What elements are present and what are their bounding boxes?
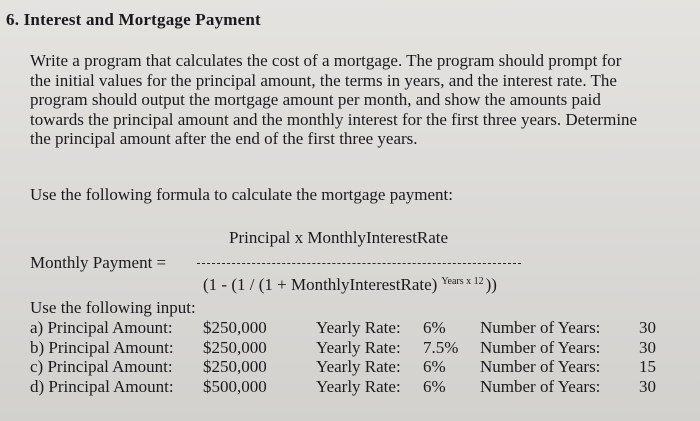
principal-label: b) Principal Amount: (30, 337, 174, 357)
rate-value: 6% (423, 376, 446, 396)
fraction-bar (197, 263, 521, 264)
principal-label: a) Principal Amount: (30, 318, 173, 337)
rate-value: 6% (423, 357, 446, 376)
problem-description (30, 51, 695, 149)
rate-value: 6% (423, 318, 446, 337)
years-label: Number of Years: (480, 337, 601, 357)
principal-label: d) Principal Amount: (30, 376, 174, 396)
description-line: towards the principal amount and the monthly interest for the first three years. Determine (30, 109, 638, 129)
denominator-main: (1 - (1 / (1 + MonthlyInterestRate) (203, 275, 438, 294)
years-value: 15 (639, 357, 656, 376)
denominator-exponent: Years x 12 (441, 276, 484, 287)
principal-label: c) Principal Amount: (30, 357, 173, 376)
formula-numerator: Principal x MonthlyInterestRate (229, 228, 449, 247)
principal-amount: $500,000 (203, 376, 267, 396)
description-line: Write a program that calculates the cost of a mortgage. The program should prompt for (30, 51, 622, 70)
rate-label: Yearly Rate: (316, 337, 401, 357)
rate-label: Yearly Rate: (316, 376, 401, 396)
years-value: 30 (639, 337, 656, 357)
rate-label: Yearly Rate: (316, 357, 401, 376)
denominator-close: )) (485, 275, 497, 294)
input-intro: Use the following input: (30, 298, 196, 317)
description-line: the initial values for the principal amount, the terms in years, and the interest rate. The (30, 70, 617, 90)
rate-label: Yearly Rate: (316, 318, 401, 337)
years-label: Number of Years: (480, 376, 601, 396)
formula-intro: Use the following formula to calculate the mortgage payment: (30, 185, 453, 204)
years-label: Number of Years: (480, 357, 601, 376)
principal-amount: $250,000 (203, 357, 267, 376)
formula-lhs: Monthly Payment = (30, 253, 167, 272)
formula-denominator (203, 275, 497, 295)
principal-amount: $250,000 (203, 337, 267, 357)
description-line: program should output the mortgage amount per month, and show the amounts paid (30, 90, 601, 110)
years-value: 30 (639, 318, 656, 337)
principal-amount: $250,000 (203, 318, 267, 337)
description-line: the principal amount after the end of the first three years. (30, 129, 418, 149)
rate-value: 7.5% (423, 337, 459, 357)
problem-heading: 6. Interest and Mortgage Payment (6, 10, 261, 29)
years-value: 30 (639, 376, 656, 396)
years-label: Number of Years: (480, 318, 601, 337)
